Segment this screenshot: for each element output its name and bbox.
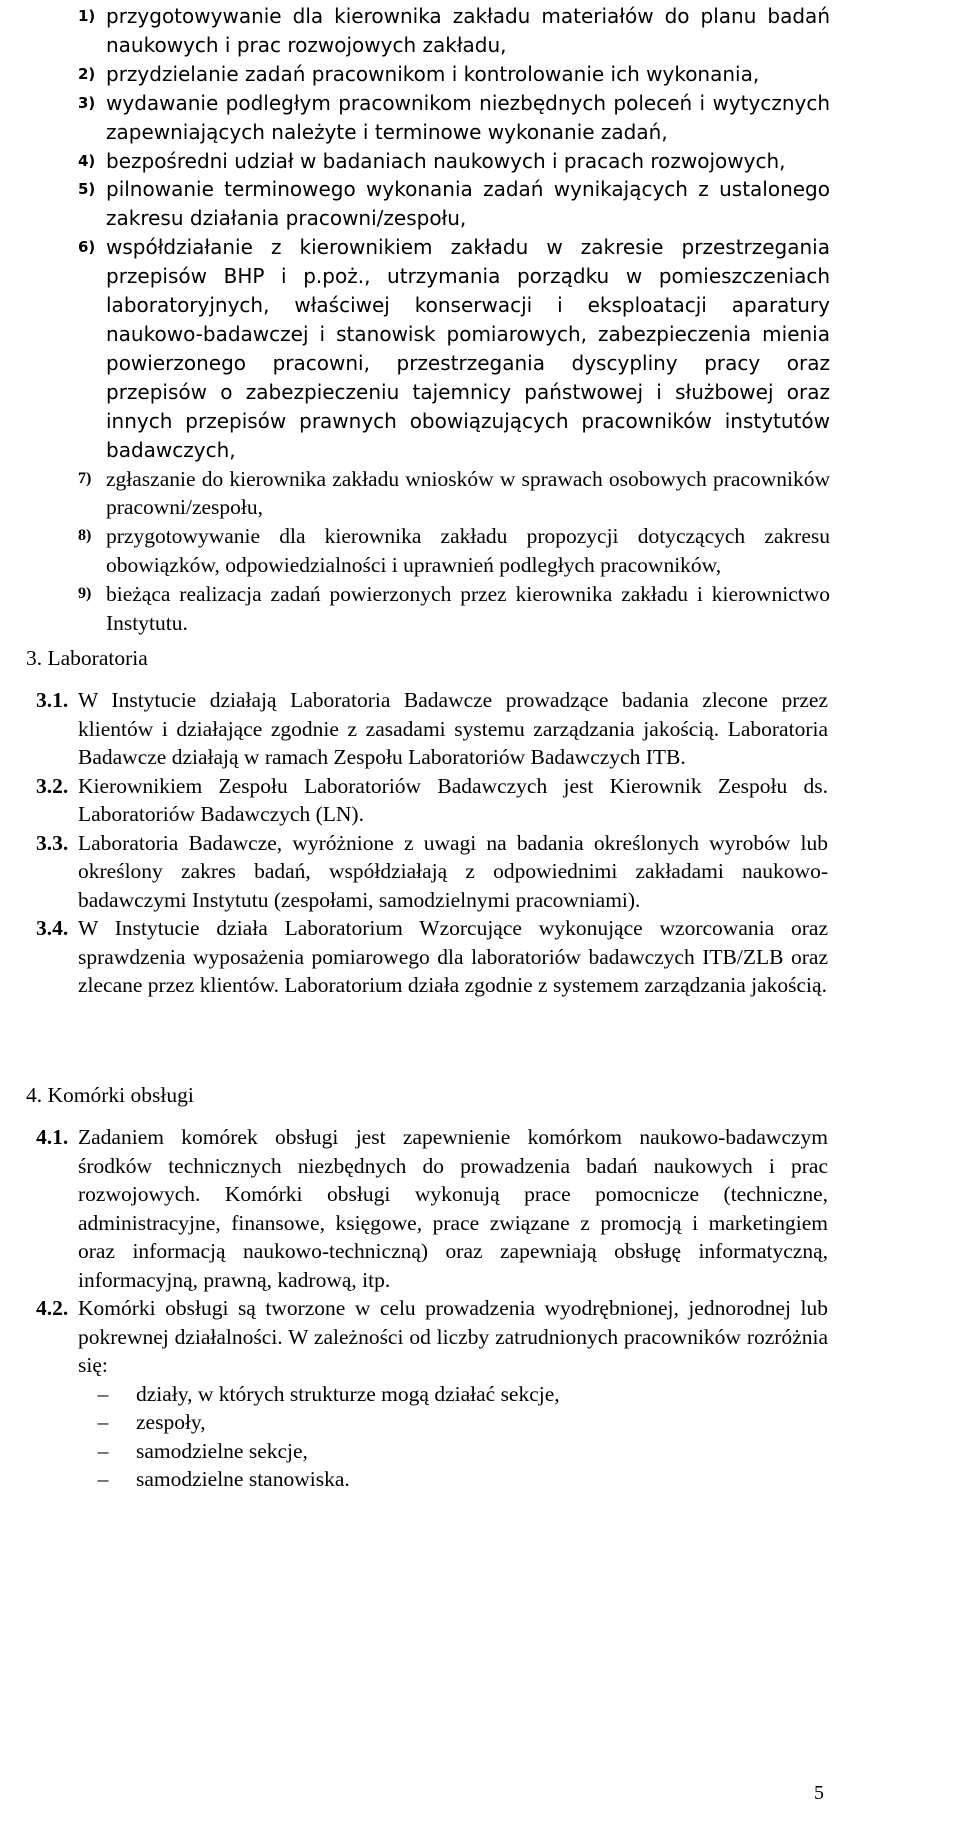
paragraph-number: 4.2. — [36, 1296, 69, 1320]
item-number: 3) — [78, 93, 96, 112]
item-text: bezpośredni udział w badaniach naukowych i pracach rozwojowych, — [106, 148, 786, 173]
item-text: wydawanie podległym pracownikom niezbędnych poleceń i wytycznych zapewniających należyte i terminowe wykonanie zadań, — [106, 90, 830, 144]
item-text: zgłaszanie do kierownika zakładu wniosków w sprawach osobowych pracowników pracowni/zespołu, — [106, 466, 830, 520]
item-number: 6) — [78, 238, 96, 257]
item-text: przydzielanie zadań pracownikom i kontrolowanie ich wykonania, — [106, 61, 760, 86]
dash-list-item — [78, 1380, 828, 1409]
list-item — [64, 465, 830, 523]
item-number: 5) — [78, 180, 96, 199]
item-number: 9) — [78, 585, 92, 603]
section-heading-laboratoria: 3. Laboratoria — [26, 646, 148, 670]
list-item — [64, 89, 830, 147]
dash-bullet: – — [97, 1438, 109, 1463]
paragraph-text: Zadaniem komórek obsługi jest zapewnienie komórkom naukowo-badawczym środków technicznych niezbędnych do prowadzenia badań naukowych i prac rozwojowych. Komórki obsługi wykonują prace pomocnicze (techniczne, administracyjne, finansowe, księgowe, prace związane z promocją i marketingiem oraz informacją naukowo-techniczną) oraz zapewniają obsługę informatyczną, informacyjną, prawną, kadrową, itp. — [78, 1125, 828, 1292]
section-4-paragraphs — [36, 1123, 828, 1494]
item-text: przygotowywanie dla kierownika zakładu materiałów do planu badań naukowych i prac rozwojowych zakładu, — [106, 4, 830, 57]
dash-list — [78, 1380, 828, 1494]
paragraph-number: 3.1. — [36, 688, 69, 712]
dash-list-item — [78, 1465, 828, 1494]
paragraph-text: Laboratoria Badawcze, wyróżnione z uwagi na badania określonych wyrobów lub określony zakres badań, współdziałają z odpowiednimi zakładami naukowo-badawczymi Instytutu (zespołami, samodzielnymi pracowniami). — [78, 830, 828, 912]
duty-list — [64, 2, 830, 638]
numbered-paragraph — [36, 686, 828, 772]
list-item — [64, 147, 830, 176]
list-item — [64, 233, 830, 464]
paragraph-text: W Instytucie działa Laboratorium Wzorcujące wykonujące wzorcowania oraz sprawdzenia wyposażenia pomiarowego dla laboratoriów badawczych ITB/ZLB oraz zlecane przez klientów. Laboratorium działa zgodnie z systemem zarządzania jakością. — [78, 916, 828, 997]
page-number: 5 — [814, 1782, 824, 1804]
section-heading-komorki-obslugi: 4. Komórki obsługi — [26, 1083, 194, 1107]
dash-bullet: – — [97, 1467, 109, 1491]
item-text: pilnowanie terminowego wykonania zadań wynikających z ustalonego zakresu działania pracowni/zespołu, — [106, 177, 830, 231]
dash-item-text: samodzielne sekcje, — [136, 1438, 308, 1463]
dash-item-text: samodzielne stanowiska. — [136, 1467, 350, 1491]
list-item — [64, 522, 830, 580]
numbered-paragraph — [36, 829, 828, 915]
dash-bullet: – — [97, 1410, 109, 1434]
paragraph-number: 3.4. — [36, 916, 69, 940]
dash-list-item — [78, 1437, 828, 1466]
paragraph-text: Kierownikiem Zespołu Laboratoriów Badawczych jest Kierownik Zespołu ds. Laboratoriów Badawczych (LN). — [78, 773, 828, 826]
item-text: przygotowywanie dla kierownika zakładu propozycji dotyczących zakresu obowiązków, odpowiedzialności i uprawnień podległych pracowników, — [106, 524, 830, 578]
paragraph-text: W Instytucie działają Laboratoria Badawcze prowadzące badania zlecone przez klientów i działające zgodnie z zasadami systemu zarządzania jakością. Laboratoria Badawcze działają w ramach Zespołu Laboratoriów Badawczych ITB. — [78, 688, 828, 769]
item-number: 8) — [78, 527, 92, 545]
numbered-paragraph — [36, 914, 828, 1000]
numbered-paragraph — [36, 1294, 828, 1494]
list-item — [64, 175, 830, 233]
list-item — [64, 580, 830, 638]
list-item — [64, 60, 830, 89]
numbered-paragraph — [36, 772, 828, 829]
section-3-paragraphs — [36, 686, 828, 1000]
item-number: 7) — [78, 469, 92, 487]
item-number: 4) — [78, 151, 96, 170]
paragraph-number: 3.2. — [36, 773, 69, 798]
item-number: 2) — [78, 64, 96, 83]
numbered-paragraph — [36, 1123, 828, 1294]
dash-bullet: – — [97, 1381, 109, 1406]
item-number: 1) — [78, 7, 96, 25]
paragraph-text: Komórki obsługi są tworzone w celu prowadzenia wyodrębnionej, jednorodnej lub pokrewnej działalności. W zależności od liczby zatrudnionych pracowników rozróżnia się: — [78, 1296, 828, 1377]
item-text: współdziałanie z kierownikiem zakładu w zakresie przestrzegania przepisów BHP i p.poż., utrzymania porządku w pomieszczeniach laboratoryjnych, właściwej konserwacji i eksploatacji aparatury naukowo-badawczej i stanowisk pomiarowych, zabezpieczenia mienia powierzonego pracowni, przestrzegania dyscypliny pracy oraz przepisów o zabezpieczeniu tajemnicy państwowej i służbowej oraz innych przepisów prawnych obowiązujących pracowników instytutów badawczych, — [106, 235, 830, 462]
list-item — [64, 2, 830, 60]
paragraph-number: 3.3. — [36, 830, 69, 855]
dash-item-text: zespoły, — [136, 1410, 206, 1434]
dash-item-text: działy, w których strukturze mogą działać sekcje, — [136, 1381, 560, 1406]
paragraph-number: 4.1. — [36, 1125, 69, 1149]
item-text: bieżąca realizacja zadań powierzonych przez kierownika zakładu i kierownictwo Instytutu. — [106, 582, 830, 636]
dash-list-item — [78, 1408, 828, 1437]
